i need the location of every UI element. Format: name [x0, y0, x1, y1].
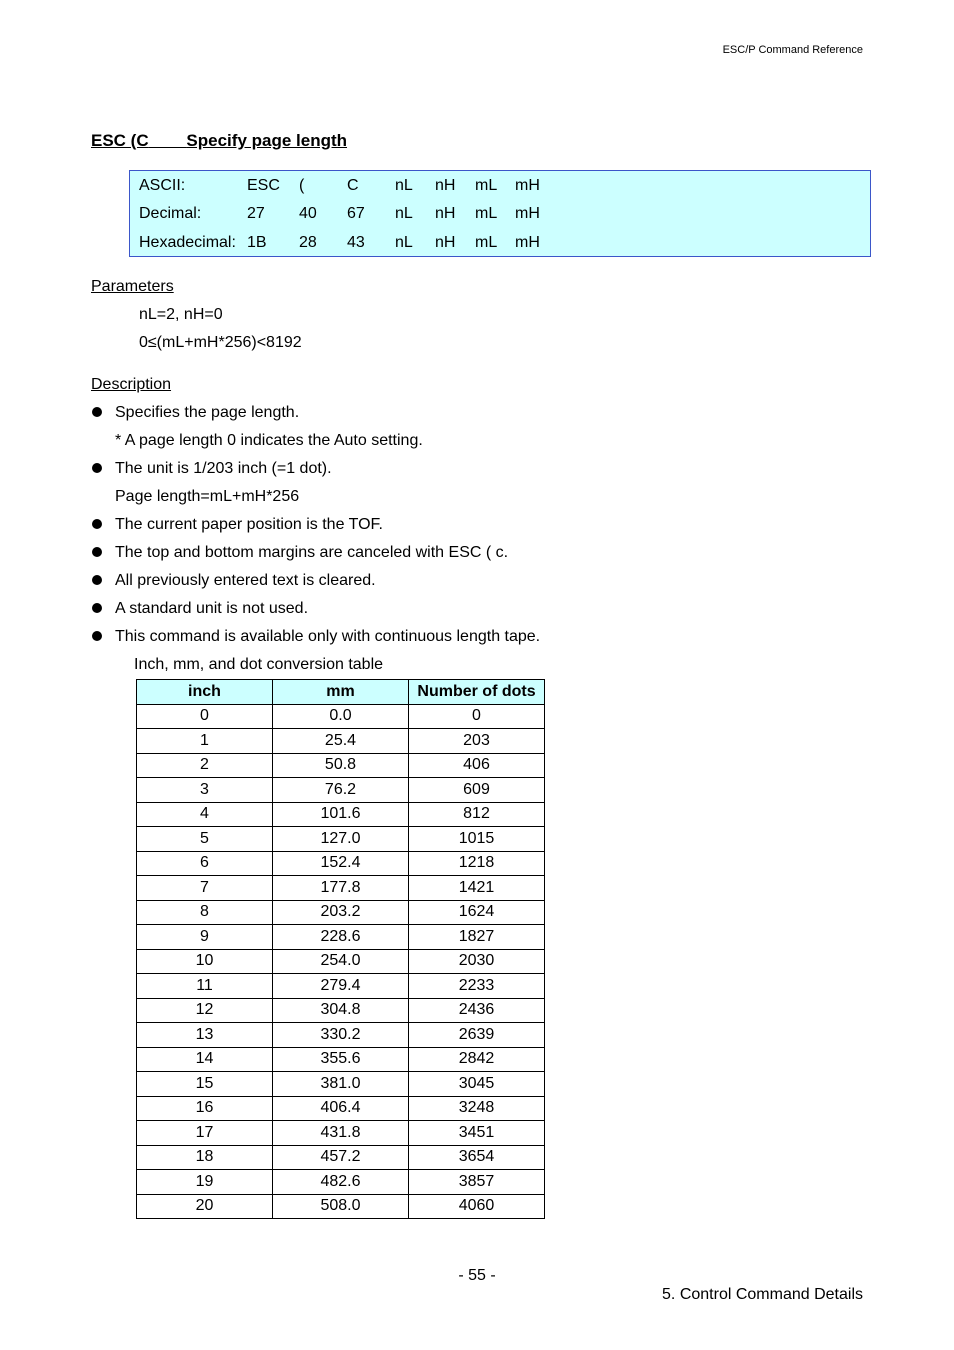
code-value: mL: [475, 234, 498, 251]
cell-dots: 0: [409, 704, 545, 729]
code-value: mL: [475, 205, 498, 222]
code-value: 28: [299, 234, 317, 251]
table-caption: Inch, mm, and dot conversion table: [134, 656, 384, 673]
table-row: [137, 827, 545, 852]
code-value: mH: [515, 177, 540, 194]
cell-inch: 8: [137, 900, 273, 925]
cell-inch: 2: [137, 753, 273, 778]
cell-inch: 20: [137, 1194, 273, 1219]
header-reference: ESC/P Command Reference: [722, 44, 863, 56]
description-note: Page length=mL+mH*256: [115, 488, 300, 505]
cell-dots: 3654: [409, 1145, 545, 1170]
cell-mm: 330.2: [273, 1023, 409, 1048]
cell-dots: 1827: [409, 925, 545, 950]
page-title: [91, 131, 347, 151]
column-header-mm: mm: [273, 680, 409, 705]
conversion-table: [136, 679, 545, 1219]
table-body: [137, 704, 545, 1219]
description-item: Specifies the page length.: [115, 404, 300, 421]
code-value: nH: [435, 234, 456, 251]
cell-inch: 18: [137, 1145, 273, 1170]
cell-dots: 812: [409, 802, 545, 827]
parameter-line: 0≤(mL+mH*256)<8192: [139, 334, 302, 351]
bullet-icon: [92, 575, 102, 585]
cell-inch: 9: [137, 925, 273, 950]
table-row: [137, 925, 545, 950]
table-row: [137, 876, 545, 901]
code-value: (: [299, 177, 305, 194]
code-label: ASCII:: [139, 177, 186, 194]
cell-mm: 482.6: [273, 1170, 409, 1195]
cell-inch: 3: [137, 778, 273, 803]
cell-dots: 2233: [409, 974, 545, 999]
cell-dots: 406: [409, 753, 545, 778]
code-value: mH: [515, 234, 540, 251]
column-header-dots: Number of dots: [409, 680, 545, 705]
code-value: nH: [435, 205, 456, 222]
cell-mm: 127.0: [273, 827, 409, 852]
cell-mm: 152.4: [273, 851, 409, 876]
table-row: [137, 1121, 545, 1146]
cell-mm: 431.8: [273, 1121, 409, 1146]
footer-section: 5. Control Command Details: [662, 1286, 863, 1303]
cell-mm: 177.8: [273, 876, 409, 901]
cell-inch: 1: [137, 729, 273, 754]
description-item: The top and bottom margins are canceled with ESC ( c.: [115, 544, 509, 561]
code-value: nL: [395, 177, 413, 194]
parameters-heading: Parameters: [91, 278, 174, 295]
cell-dots: 2436: [409, 998, 545, 1023]
command-description: Specify page length: [186, 131, 348, 150]
description-item: The unit is 1/203 inch (=1 dot).: [115, 460, 332, 477]
cell-inch: 0: [137, 704, 273, 729]
table-row: [137, 753, 545, 778]
description-item: The current paper position is the TOF.: [115, 516, 383, 533]
code-value: ESC: [247, 177, 280, 194]
table-row: [137, 1170, 545, 1195]
table-row: [137, 1047, 545, 1072]
table-row: [137, 802, 545, 827]
code-value: nH: [435, 177, 456, 194]
description-item: All previously entered text is cleared.: [115, 572, 376, 589]
cell-dots: 2842: [409, 1047, 545, 1072]
cell-inch: 6: [137, 851, 273, 876]
command-name: ESC (C: [91, 131, 149, 150]
code-value: 67: [347, 205, 365, 222]
table-row: [137, 1096, 545, 1121]
bullet-icon: [92, 463, 102, 473]
table-row: [137, 1072, 545, 1097]
cell-inch: 19: [137, 1170, 273, 1195]
cell-dots: 3045: [409, 1072, 545, 1097]
table-row: [137, 1023, 545, 1048]
cell-dots: 4060: [409, 1194, 545, 1219]
cell-inch: 4: [137, 802, 273, 827]
code-value: 40: [299, 205, 317, 222]
code-value: mL: [475, 177, 498, 194]
cell-dots: 1218: [409, 851, 545, 876]
cell-dots: 609: [409, 778, 545, 803]
cell-inch: 10: [137, 949, 273, 974]
bullet-icon: [92, 603, 102, 613]
description-item: This command is available only with continuous length tape.: [115, 628, 541, 645]
column-header-inch: inch: [137, 680, 273, 705]
cell-mm: 50.8: [273, 753, 409, 778]
cell-mm: 304.8: [273, 998, 409, 1023]
cell-inch: 12: [137, 998, 273, 1023]
table-row: [137, 974, 545, 999]
cell-mm: 406.4: [273, 1096, 409, 1121]
code-value: mH: [515, 205, 540, 222]
cell-inch: 16: [137, 1096, 273, 1121]
bullet-icon: [92, 631, 102, 641]
cell-mm: 355.6: [273, 1047, 409, 1072]
cell-mm: 279.4: [273, 974, 409, 999]
cell-inch: 17: [137, 1121, 273, 1146]
description-note: * A page length 0 indicates the Auto setting.: [115, 432, 423, 449]
bullet-icon: [92, 547, 102, 557]
table-header-row: [137, 680, 545, 705]
cell-mm: 76.2: [273, 778, 409, 803]
table-row: [137, 778, 545, 803]
bullet-icon: [92, 407, 102, 417]
cell-inch: 13: [137, 1023, 273, 1048]
table-row: [137, 729, 545, 754]
code-label: Hexadecimal:: [139, 234, 236, 251]
code-value: nL: [395, 234, 413, 251]
table-row: [137, 1145, 545, 1170]
cell-dots: 3451: [409, 1121, 545, 1146]
cell-mm: 381.0: [273, 1072, 409, 1097]
cell-mm: 0.0: [273, 704, 409, 729]
code-label: Decimal:: [139, 205, 202, 222]
table-row: [137, 900, 545, 925]
description-item: A standard unit is not used.: [115, 600, 309, 617]
cell-dots: 3248: [409, 1096, 545, 1121]
code-value: nL: [395, 205, 413, 222]
cell-mm: 228.6: [273, 925, 409, 950]
command-code-box: [129, 170, 871, 257]
cell-dots: 203: [409, 729, 545, 754]
parameter-line: nL=2, nH=0: [139, 306, 223, 323]
cell-inch: 15: [137, 1072, 273, 1097]
cell-dots: 3857: [409, 1170, 545, 1195]
cell-mm: 457.2: [273, 1145, 409, 1170]
cell-mm: 101.6: [273, 802, 409, 827]
cell-inch: 14: [137, 1047, 273, 1072]
cell-inch: 11: [137, 974, 273, 999]
code-value: 1B: [247, 234, 267, 251]
table-row: [137, 704, 545, 729]
table-row: [137, 998, 545, 1023]
page-number: - 55 -: [458, 1267, 496, 1284]
cell-inch: 5: [137, 827, 273, 852]
table-row: [137, 949, 545, 974]
table-row: [137, 1194, 545, 1219]
bullet-icon: [92, 519, 102, 529]
cell-dots: 1421: [409, 876, 545, 901]
cell-inch: 7: [137, 876, 273, 901]
cell-dots: 1015: [409, 827, 545, 852]
description-heading: Description: [91, 376, 172, 393]
cell-mm: 25.4: [273, 729, 409, 754]
cell-mm: 203.2: [273, 900, 409, 925]
code-value: C: [347, 177, 359, 194]
cell-dots: 1624: [409, 900, 545, 925]
cell-mm: 254.0: [273, 949, 409, 974]
code-value: 43: [347, 234, 365, 251]
cell-dots: 2030: [409, 949, 545, 974]
cell-mm: 508.0: [273, 1194, 409, 1219]
table-row: [137, 851, 545, 876]
cell-dots: 2639: [409, 1023, 545, 1048]
code-value: 27: [247, 205, 265, 222]
